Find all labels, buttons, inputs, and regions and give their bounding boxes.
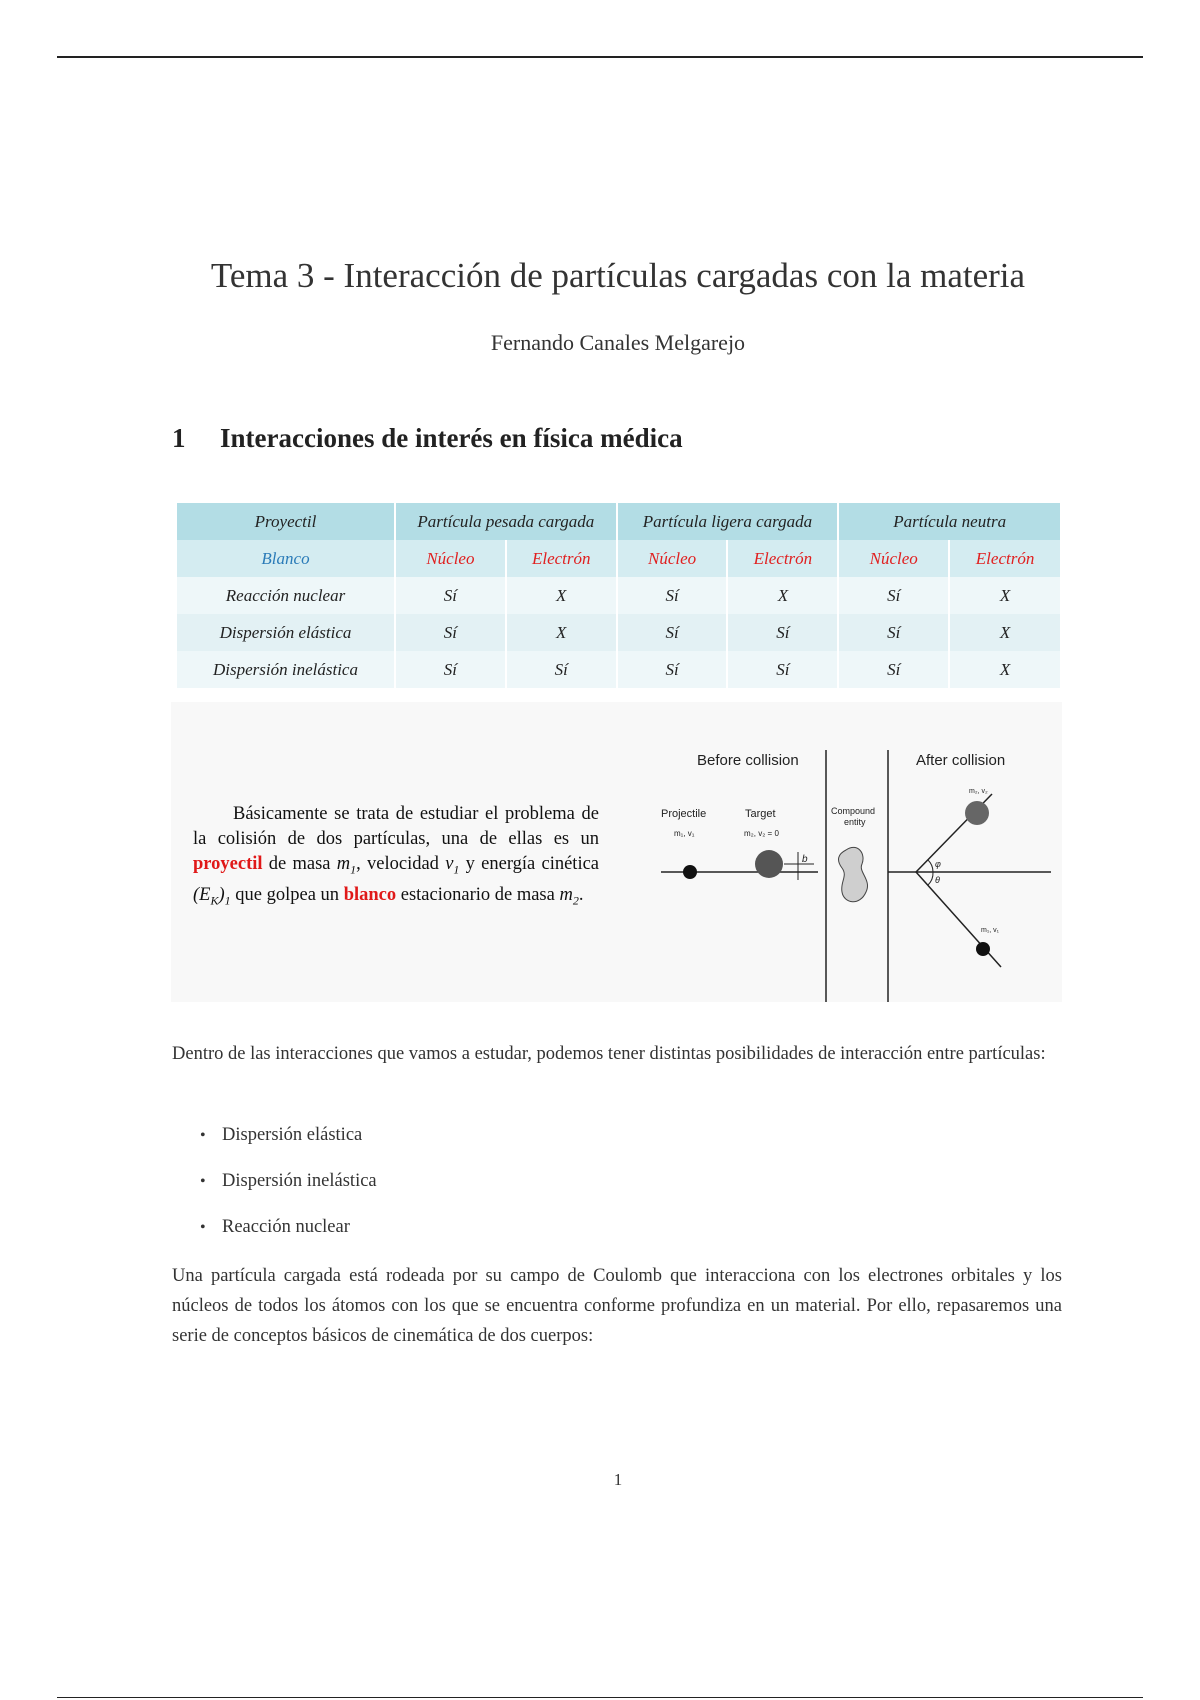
list-item-label: Reacción nuclear bbox=[222, 1217, 350, 1237]
table-row bbox=[177, 614, 1060, 651]
bullet-icon: • bbox=[200, 1127, 206, 1144]
fig-text-6: estacionario de masa bbox=[400, 884, 555, 905]
group-header: Partícula neutra bbox=[838, 503, 1060, 540]
before-collision-label: Before collision bbox=[697, 752, 799, 769]
table-cell: Sí bbox=[727, 651, 838, 688]
fig-text-2: de masa bbox=[268, 854, 331, 874]
list-item bbox=[200, 1204, 377, 1250]
out-upper-label: m₂, v₂ bbox=[969, 788, 988, 795]
row-label: Reacción nuclear bbox=[177, 577, 395, 614]
compound-label-2: entity bbox=[844, 817, 866, 827]
table-cell: Sí bbox=[506, 651, 617, 688]
table-cell: Sí bbox=[727, 614, 838, 651]
table-cell: X bbox=[949, 577, 1060, 614]
table-cell: Sí bbox=[617, 614, 728, 651]
v1-symbol: v bbox=[445, 854, 454, 874]
group-header: Partícula ligera cargada bbox=[617, 503, 839, 540]
header-target: Blanco bbox=[177, 540, 395, 577]
table-subheader-row bbox=[177, 540, 1060, 577]
table-row bbox=[177, 651, 1060, 688]
interaction-list bbox=[200, 1112, 377, 1250]
target-keyword: blanco bbox=[343, 884, 397, 905]
table-cell: Sí bbox=[838, 614, 949, 651]
scattered-projectile-particle bbox=[976, 942, 990, 956]
section-heading bbox=[172, 423, 683, 454]
after-collision-label: After collision bbox=[916, 752, 1006, 769]
m1-sub: 1 bbox=[350, 862, 357, 877]
page-number: 1 bbox=[613, 1470, 623, 1489]
coulomb-paragraph: Una partícula cargada está rodeada por su campo de Coulomb que interacciona con los electrones orbitales y los núcleos de todos los átomos con los que se encuentra conforme profundiza en un material. Por ello, repasaremos una serie de conceptos básicos de cinemática de dos cuerpos: bbox=[172, 1266, 1062, 1346]
table-cell: X bbox=[506, 614, 617, 651]
impact-parameter-label: b bbox=[802, 854, 808, 865]
fig-text-1: Básicamente se trata de estudiar el problema de la colisión de dos partículas, una de ellas es un bbox=[193, 804, 599, 849]
table-cell: Sí bbox=[617, 577, 728, 614]
interactions-table bbox=[177, 503, 1060, 688]
list-item bbox=[200, 1158, 377, 1204]
table-cell: X bbox=[949, 651, 1060, 688]
subheader-cell: Electrón bbox=[506, 540, 617, 577]
intro-paragraph: Dentro de las interacciones que vamos a estudar, podemos tener distintas posibilidades de interacción entre partículas: bbox=[172, 1044, 1046, 1064]
scattered-target-particle bbox=[965, 801, 989, 825]
document-author: Fernando Canales Melgarejo bbox=[490, 330, 746, 355]
bottom-rule bbox=[57, 1697, 1143, 1698]
table-cell: Sí bbox=[838, 577, 949, 614]
list-item-label: Dispersión inelástica bbox=[222, 1171, 377, 1191]
bullet-icon: • bbox=[200, 1219, 206, 1236]
table-cell: X bbox=[727, 577, 838, 614]
projectile-particle bbox=[683, 865, 697, 879]
table-cell: Sí bbox=[395, 577, 506, 614]
figure-description bbox=[193, 802, 599, 913]
table-header-row bbox=[177, 503, 1060, 540]
table-cell: Sí bbox=[395, 651, 506, 688]
table-cell: Sí bbox=[838, 651, 949, 688]
ek-symbol: (E bbox=[193, 884, 211, 905]
subheader-cell: Núcleo bbox=[838, 540, 949, 577]
row-label: Dispersión elástica bbox=[177, 614, 395, 651]
ek-close: ) bbox=[218, 884, 225, 905]
document-title: Tema 3 - Interacción de partículas cargadas con la materia bbox=[210, 256, 1026, 295]
row-label: Dispersión inelástica bbox=[177, 651, 395, 688]
bullet-icon: • bbox=[200, 1173, 206, 1190]
theta-arc bbox=[928, 872, 933, 885]
fig-text-4: y energía cinética bbox=[465, 854, 600, 874]
compound-label: Compound bbox=[831, 806, 876, 816]
subheader-cell: Electrón bbox=[727, 540, 838, 577]
top-rule bbox=[57, 56, 1143, 58]
table-cell: Sí bbox=[617, 651, 728, 688]
projectile-label: Projectile bbox=[661, 808, 707, 820]
list-item-label: Dispersión elástica bbox=[222, 1125, 363, 1145]
ek-sub: K bbox=[210, 893, 219, 908]
section-title: Interacciones de interés en física médica bbox=[220, 423, 683, 453]
projectile-keyword: proyectil bbox=[193, 854, 263, 874]
ek-sub2: 1 bbox=[224, 893, 231, 908]
collision-figure bbox=[171, 702, 1062, 1002]
fig-text-3: , velocidad bbox=[356, 854, 439, 874]
group-header: Partícula pesada cargada bbox=[395, 503, 617, 540]
target-particle bbox=[755, 850, 783, 878]
table-cell: Sí bbox=[395, 614, 506, 651]
phi-arc bbox=[928, 860, 933, 872]
compound-entity-shape bbox=[839, 847, 868, 901]
theta-label: θ bbox=[935, 875, 940, 885]
phi-label: φ bbox=[935, 859, 941, 869]
out-lower-label: m₁, v₁ bbox=[981, 927, 999, 934]
collision-diagram bbox=[626, 702, 1056, 1002]
section-number: 1 bbox=[172, 423, 186, 453]
fig-text-5: que golpea un bbox=[235, 884, 340, 905]
target-sub-label: m₂, v₂ = 0 bbox=[744, 829, 779, 838]
projectile-sub-label: m₁, v₁ bbox=[674, 829, 695, 838]
header-projectile: Proyectil bbox=[177, 503, 395, 540]
v1-sub: 1 bbox=[453, 862, 460, 877]
target-label: Target bbox=[745, 808, 776, 820]
table-cell: X bbox=[506, 577, 617, 614]
table-cell: X bbox=[949, 614, 1060, 651]
subheader-cell: Núcleo bbox=[395, 540, 506, 577]
subheader-cell: Núcleo bbox=[617, 540, 728, 577]
fig-text-7: . bbox=[578, 884, 584, 905]
m2-sub: 2 bbox=[572, 893, 579, 908]
list-item bbox=[200, 1112, 377, 1158]
table-row bbox=[177, 577, 1060, 614]
m1-symbol: m bbox=[336, 854, 351, 874]
m2-symbol: m bbox=[559, 884, 573, 905]
subheader-cell: Electrón bbox=[949, 540, 1060, 577]
